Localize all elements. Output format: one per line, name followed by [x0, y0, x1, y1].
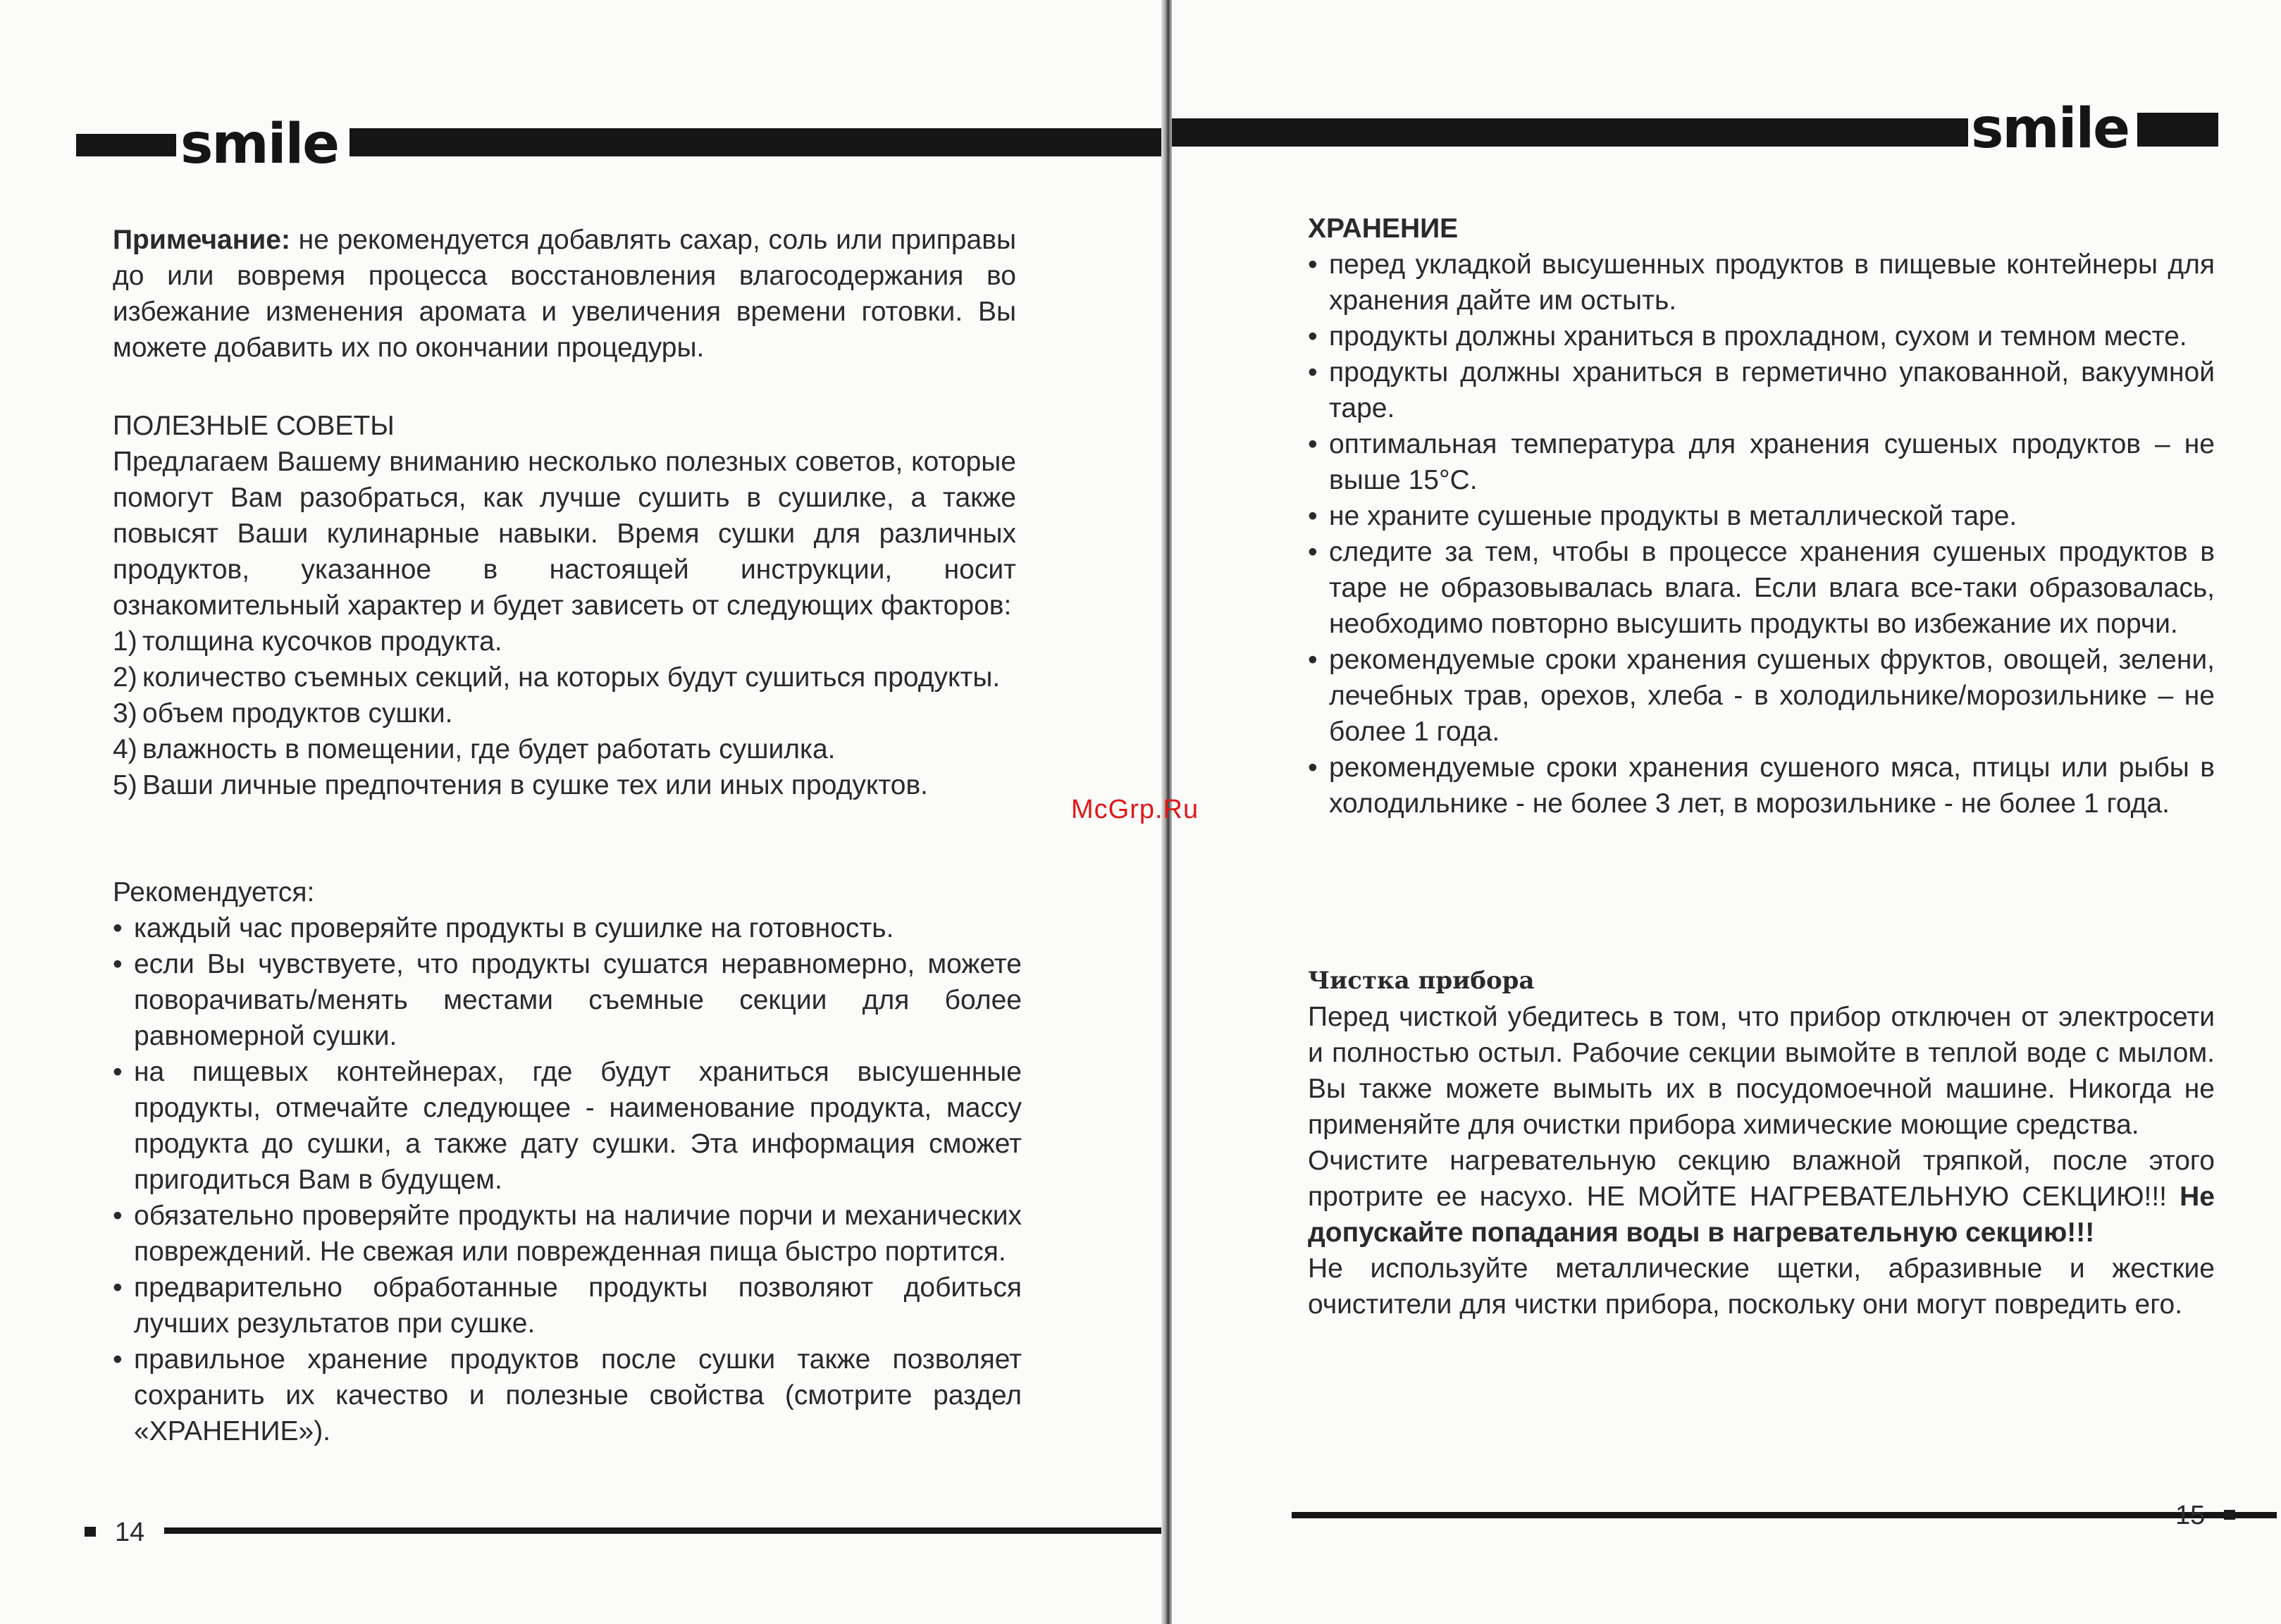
- storage-item: • не храните сушеные продукты в металлической таре.: [1308, 498, 2215, 534]
- factor-text: Ваши личные предпочтения в сушке тех или иных продуктов.: [142, 770, 929, 800]
- header-bar-right-main: [1172, 118, 1968, 147]
- factor-number: 4): [113, 734, 137, 764]
- header-bar-left-segment: [76, 134, 176, 156]
- storage-item: • рекомендуемые сроки хранения сушеных фруктов, овощей, зелени, лечебных трав, орехов, хлеба - в холодильнике/морозильнике – не более 1 года.: [1308, 642, 2215, 750]
- storage-item: • оптимальная температура для хранения сушеных продуктов – не выше 15°С.: [1308, 426, 2215, 498]
- recommended-item: • если Вы чувствуете, что продукты сушатся неравномерно, можете поворачивать/менять местами съемные секции для более равномерной сушки.: [113, 946, 1022, 1054]
- factor-text: толщина кусочков продукта.: [142, 626, 502, 657]
- factor-item: [113, 624, 1016, 659]
- footer-marker-left: [85, 1527, 96, 1537]
- storage-item: • следите за тем, чтобы в процессе хранения сушеных продуктов в таре не образовывалась влага. Если влага все-таки образовалась, необходимо повторно высушить продукты во избежание их порчи.: [1308, 534, 2215, 642]
- cleaning-paragraph-2: [1308, 1143, 2215, 1251]
- factor-text: количество съемных секций, на которых будут сушиться продукты.: [142, 662, 1001, 693]
- header-bar-right-segment: [2137, 113, 2218, 147]
- factor-item: [113, 659, 1016, 695]
- tips-block: [113, 408, 1016, 803]
- storage-item: • продукты должны храниться в герметично упакованной, вакуумной таре.: [1308, 354, 2215, 426]
- factor-item: [113, 731, 1016, 767]
- factor-item: [113, 695, 1016, 731]
- recommended-item: • обязательно проверяйте продукты на наличие порчи и механических повреждений. Не свежая или поврежденная пища быстро портится.: [113, 1198, 1022, 1270]
- recommended-title: Рекомендуется:: [113, 877, 315, 907]
- factor-number: 3): [113, 698, 137, 729]
- page-number-right: 15: [2175, 1501, 2206, 1530]
- factors-list: [113, 624, 1016, 803]
- brand-logo-text: smile: [1971, 97, 2129, 161]
- brand-logo-right: [1971, 97, 2129, 161]
- tips-intro: Предлагаем Вашему вниманию несколько полезных советов, которые помогут Вам разобраться, как лучше сушить в сушилке, а также повысят Ваши кулинарные навыки. Время сушки для различных продуктов, указанное в настоящей инструкции, носит ознакомительный характер и будет зависеть от следующих факторов:: [113, 447, 1016, 621]
- watermark-text: McGrp.Ru: [1071, 795, 1199, 824]
- factor-item: [113, 767, 1016, 803]
- storage-list: [1308, 247, 2215, 822]
- recommended-list: [113, 910, 1022, 1449]
- storage-item: • продукты должны храниться в прохладном, сухом и темном месте.: [1308, 318, 2215, 354]
- storage-block: [1308, 211, 2215, 822]
- footer-line-left: [164, 1527, 1161, 1534]
- cleaning-paragraph-3: Не используйте металлические щетки, абразивные и жесткие очистители для чистки прибора, поскольку они могут повредить его.: [1308, 1253, 2215, 1320]
- factor-number: 2): [113, 662, 137, 693]
- factor-number: 1): [113, 626, 137, 657]
- recommended-block: [113, 874, 1022, 1449]
- factor-text: влажность в помещении, где будет работать сушилка.: [142, 734, 836, 764]
- recommended-item: • предварительно обработанные продукты позволяют добиться лучших результатов при сушке.: [113, 1270, 1022, 1341]
- cleaning-warning-bold: Не допускайте попадания воды в нагревательную секцию!!!: [1308, 1182, 2215, 1248]
- storage-item: • рекомендуемые сроки хранения сушеного мяса, птицы или рыбы в холодильнике - не более 3 лет, в морозильнике - не более 1 года.: [1308, 750, 2215, 822]
- cleaning-title: Чистка прибора: [1308, 967, 1535, 995]
- brand-logo-text: smile: [180, 113, 339, 176]
- tips-title: ПОЛЕЗНЫЕ СОВЕТЫ: [113, 411, 395, 441]
- note-text: не рекомендуется добавлять сахар, соль или приправы до или вовремя процесса восстановления влагосодержания во избежание изменения аромата и увеличения времени готовки. Вы можете добавить их по окончании процедуры.: [113, 225, 1016, 363]
- cleaning-warning-plain: Очистите нагревательную секцию влажной тряпкой, после этого протрите ее насухо. НЕ МОЙТЕ НАГРЕВАТЕЛЬНУЮ СЕКЦИЮ!!!: [1308, 1146, 2215, 1212]
- storage-item: • перед укладкой высушенных продуктов в пищевые контейнеры для хранения дайте им остыть.: [1308, 247, 2215, 318]
- factor-text: объем продуктов сушки.: [142, 698, 453, 729]
- note-block: [113, 222, 1016, 366]
- recommended-item: • на пищевых контейнерах, где будут храниться высушенные продукты, отмечайте следующее - наименование продукта, массу продукта до сушки, а также дату сушки. Эта информация сможет пригодиться Вам в будущем.: [113, 1054, 1022, 1198]
- recommended-item: • правильное хранение продуктов после сушки также позволяет сохранить их качество и полезные свойства (смотрите раздел «ХРАНЕНИЕ»).: [113, 1341, 1022, 1449]
- cleaning-paragraph-1: Перед чисткой убедитесь в том, что прибор отключен от электросети и полностью остыл. Рабочие секции вымойте в теплой воде с мылом. Вы также можете вымыть их в посудомоечной машине. Никогда не применяйте для очистки прибора химические моющие средства.: [1308, 1002, 2215, 1140]
- brand-logo-left: [180, 113, 339, 176]
- footer-line-right: [1292, 1512, 2277, 1518]
- note-label: Примечание:: [113, 225, 290, 255]
- factor-number: 5): [113, 770, 137, 800]
- cleaning-block: [1308, 963, 2215, 1322]
- footer-marker-right: [2224, 1510, 2235, 1520]
- storage-title: ХРАНЕНИЕ: [1308, 213, 1459, 244]
- header-bar-left-main: [350, 128, 1166, 156]
- recommended-item: • каждый час проверяйте продукты в сушилке на готовность.: [113, 910, 1022, 946]
- right-page: [1172, 0, 2281, 1624]
- note-paragraph: [113, 222, 1016, 366]
- page-number-left: 14: [115, 1518, 145, 1547]
